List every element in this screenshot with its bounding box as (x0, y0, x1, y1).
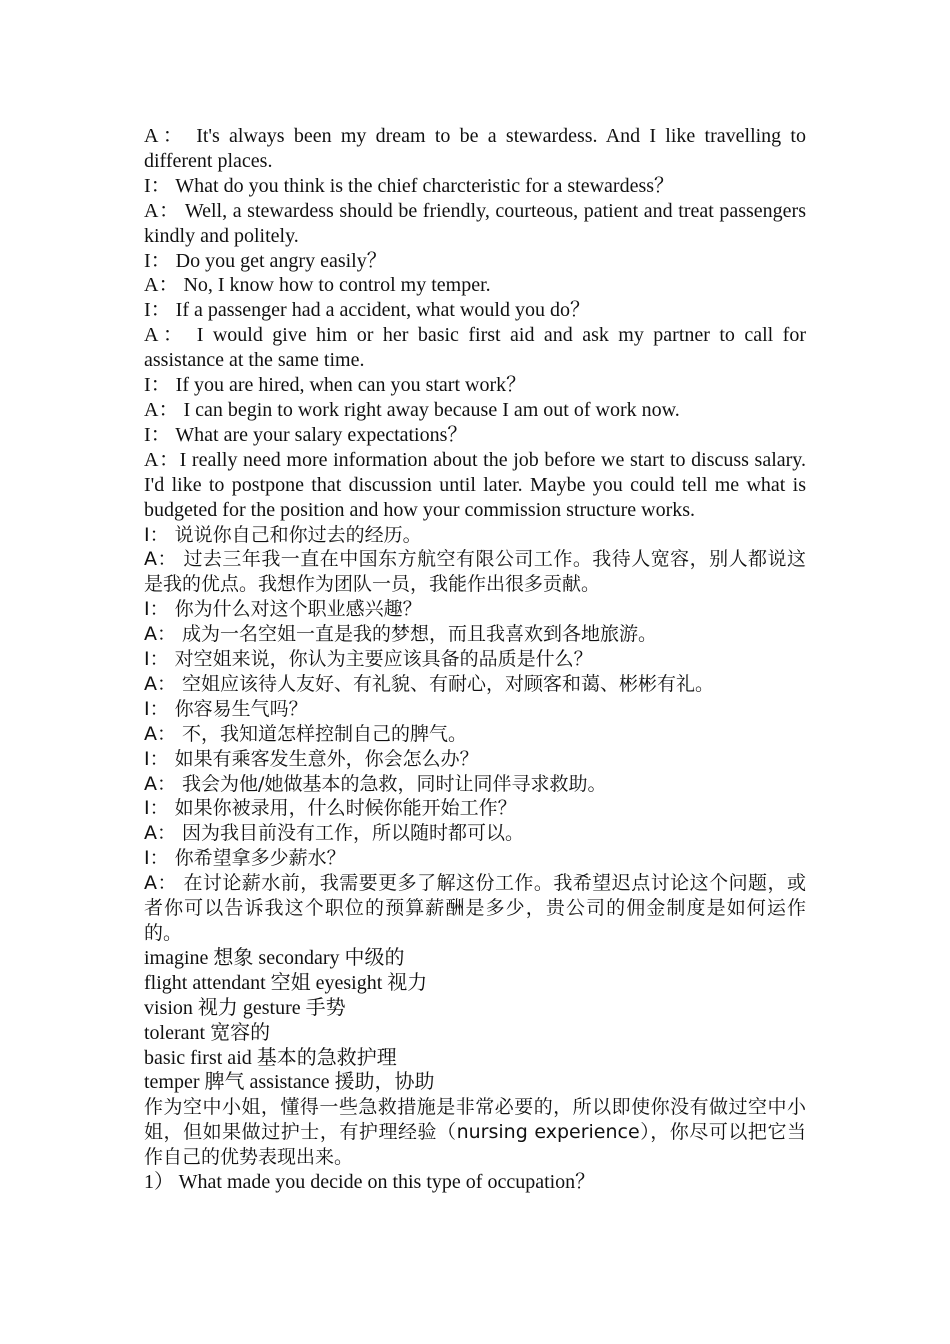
question-characteristic: I： What do you think is the chief charcteristic for a stewardess？ (144, 174, 675, 197)
answer-characteristic: A： Well, a stewardess should be friendly, courteous, patient and treat passengers kindly and politely. (144, 199, 806, 247)
answer-dream: A： It's always been my dream to be a stewardess. And I like travelling to different places. (144, 125, 806, 172)
question-angry-cn: I： 你容易生气吗？ (144, 697, 308, 720)
question-experience-cn: I： 说说你自己和你过去的经历。 (144, 523, 422, 546)
question-quality-cn: I： 对空姐来说，你认为主要应该具备的品质是什么？ (144, 648, 593, 671)
question-interest-cn: I： 你为什么对这个职业感兴趣？ (144, 598, 422, 621)
answer-start-work-cn: A： 因为我目前没有工作，所以随时都可以。 (144, 822, 525, 845)
vocab-line-6: temper 脾气 assistance 援助，协助 (144, 1071, 435, 1094)
vocab-line-1: imagine 想象 secondary 中级的 (144, 946, 405, 969)
answer-salary-cn: A： 在讨论薪水前，我需要更多了解这份工作。我希望迟点讨论这个问题，或者你可以告诉我这个职位的预算薪酬是多少，贵公司的佣金制度是如何运作的。 (144, 872, 806, 944)
question-salary-cn: I： 你希望拿多少薪水？ (144, 847, 346, 870)
question-salary: I： What are your salary expectations？ (144, 423, 468, 446)
answer-accident-cn: A： 我会为他/她做基本的急救，同时让同伴寻求救助。 (144, 772, 607, 795)
vocab-line-2: flight attendant 空姐 eyesight 视力 (144, 971, 428, 994)
question-start-work: I： If you are hired, when can you start work？ (144, 374, 527, 397)
answer-experience-cn: A： 过去三年我一直在中国东方航空有限公司工作。我待人宽容，别人都说这是我的优点。我想作为团队一员，我能作出很多贡献。 (144, 548, 806, 596)
answer-start-work: A： I can begin to work right away because I am out of work now. (144, 398, 680, 421)
answer-interest-cn: A： 成为一名空姐一直是我的梦想，而且我喜欢到各地旅游。 (144, 623, 658, 646)
vocab-line-4: tolerant 宽容的 (144, 1021, 271, 1044)
vocab-line-5: basic first aid 基本的急救护理 (144, 1046, 397, 1069)
question-accident-cn: I： 如果有乘客发生意外，你会怎么办？ (144, 747, 479, 770)
vocab-line-3: vision 视力 gesture 手势 (144, 996, 346, 1019)
numbered-question-1: 1） What made you decide on this type of occupation？ (144, 1171, 596, 1194)
question-accident: I： If a passenger had a accident, what would you do？ (144, 299, 590, 322)
question-angry: I： Do you get angry easily？ (144, 249, 387, 272)
document-page (144, 124, 806, 1195)
answer-angry: A： No, I know how to control my temper. (144, 274, 491, 297)
answer-accident: A： I would give him or her basic first aid and ask my partner to call for assistance at the same time. (144, 324, 806, 372)
answer-quality-cn: A： 空姐应该待人友好、有礼貌、有耐心，对顾客和蔼、彬彬有礼。 (144, 672, 715, 695)
question-start-work-cn: I： 如果你被录用，什么时候你能开始工作？ (144, 797, 517, 820)
answer-salary: A：I really need more information about the job before we start to discuss salary. I'd like to postpone that discussion until later. Maybe you could tell me what is budgeted for the position and how your commission structure works. (144, 448, 806, 521)
answer-angry-cn: A： 不，我知道怎样控制自己的脾气。 (144, 722, 468, 745)
tip-paragraph: 作为空中小姐，懂得一些急救措施是非常必要的，所以即使你没有做过空中小姐，但如果做过护士，有护理经验（nursing experience），你尽可以把它当作自己的优势表现出来。 (144, 1096, 806, 1169)
